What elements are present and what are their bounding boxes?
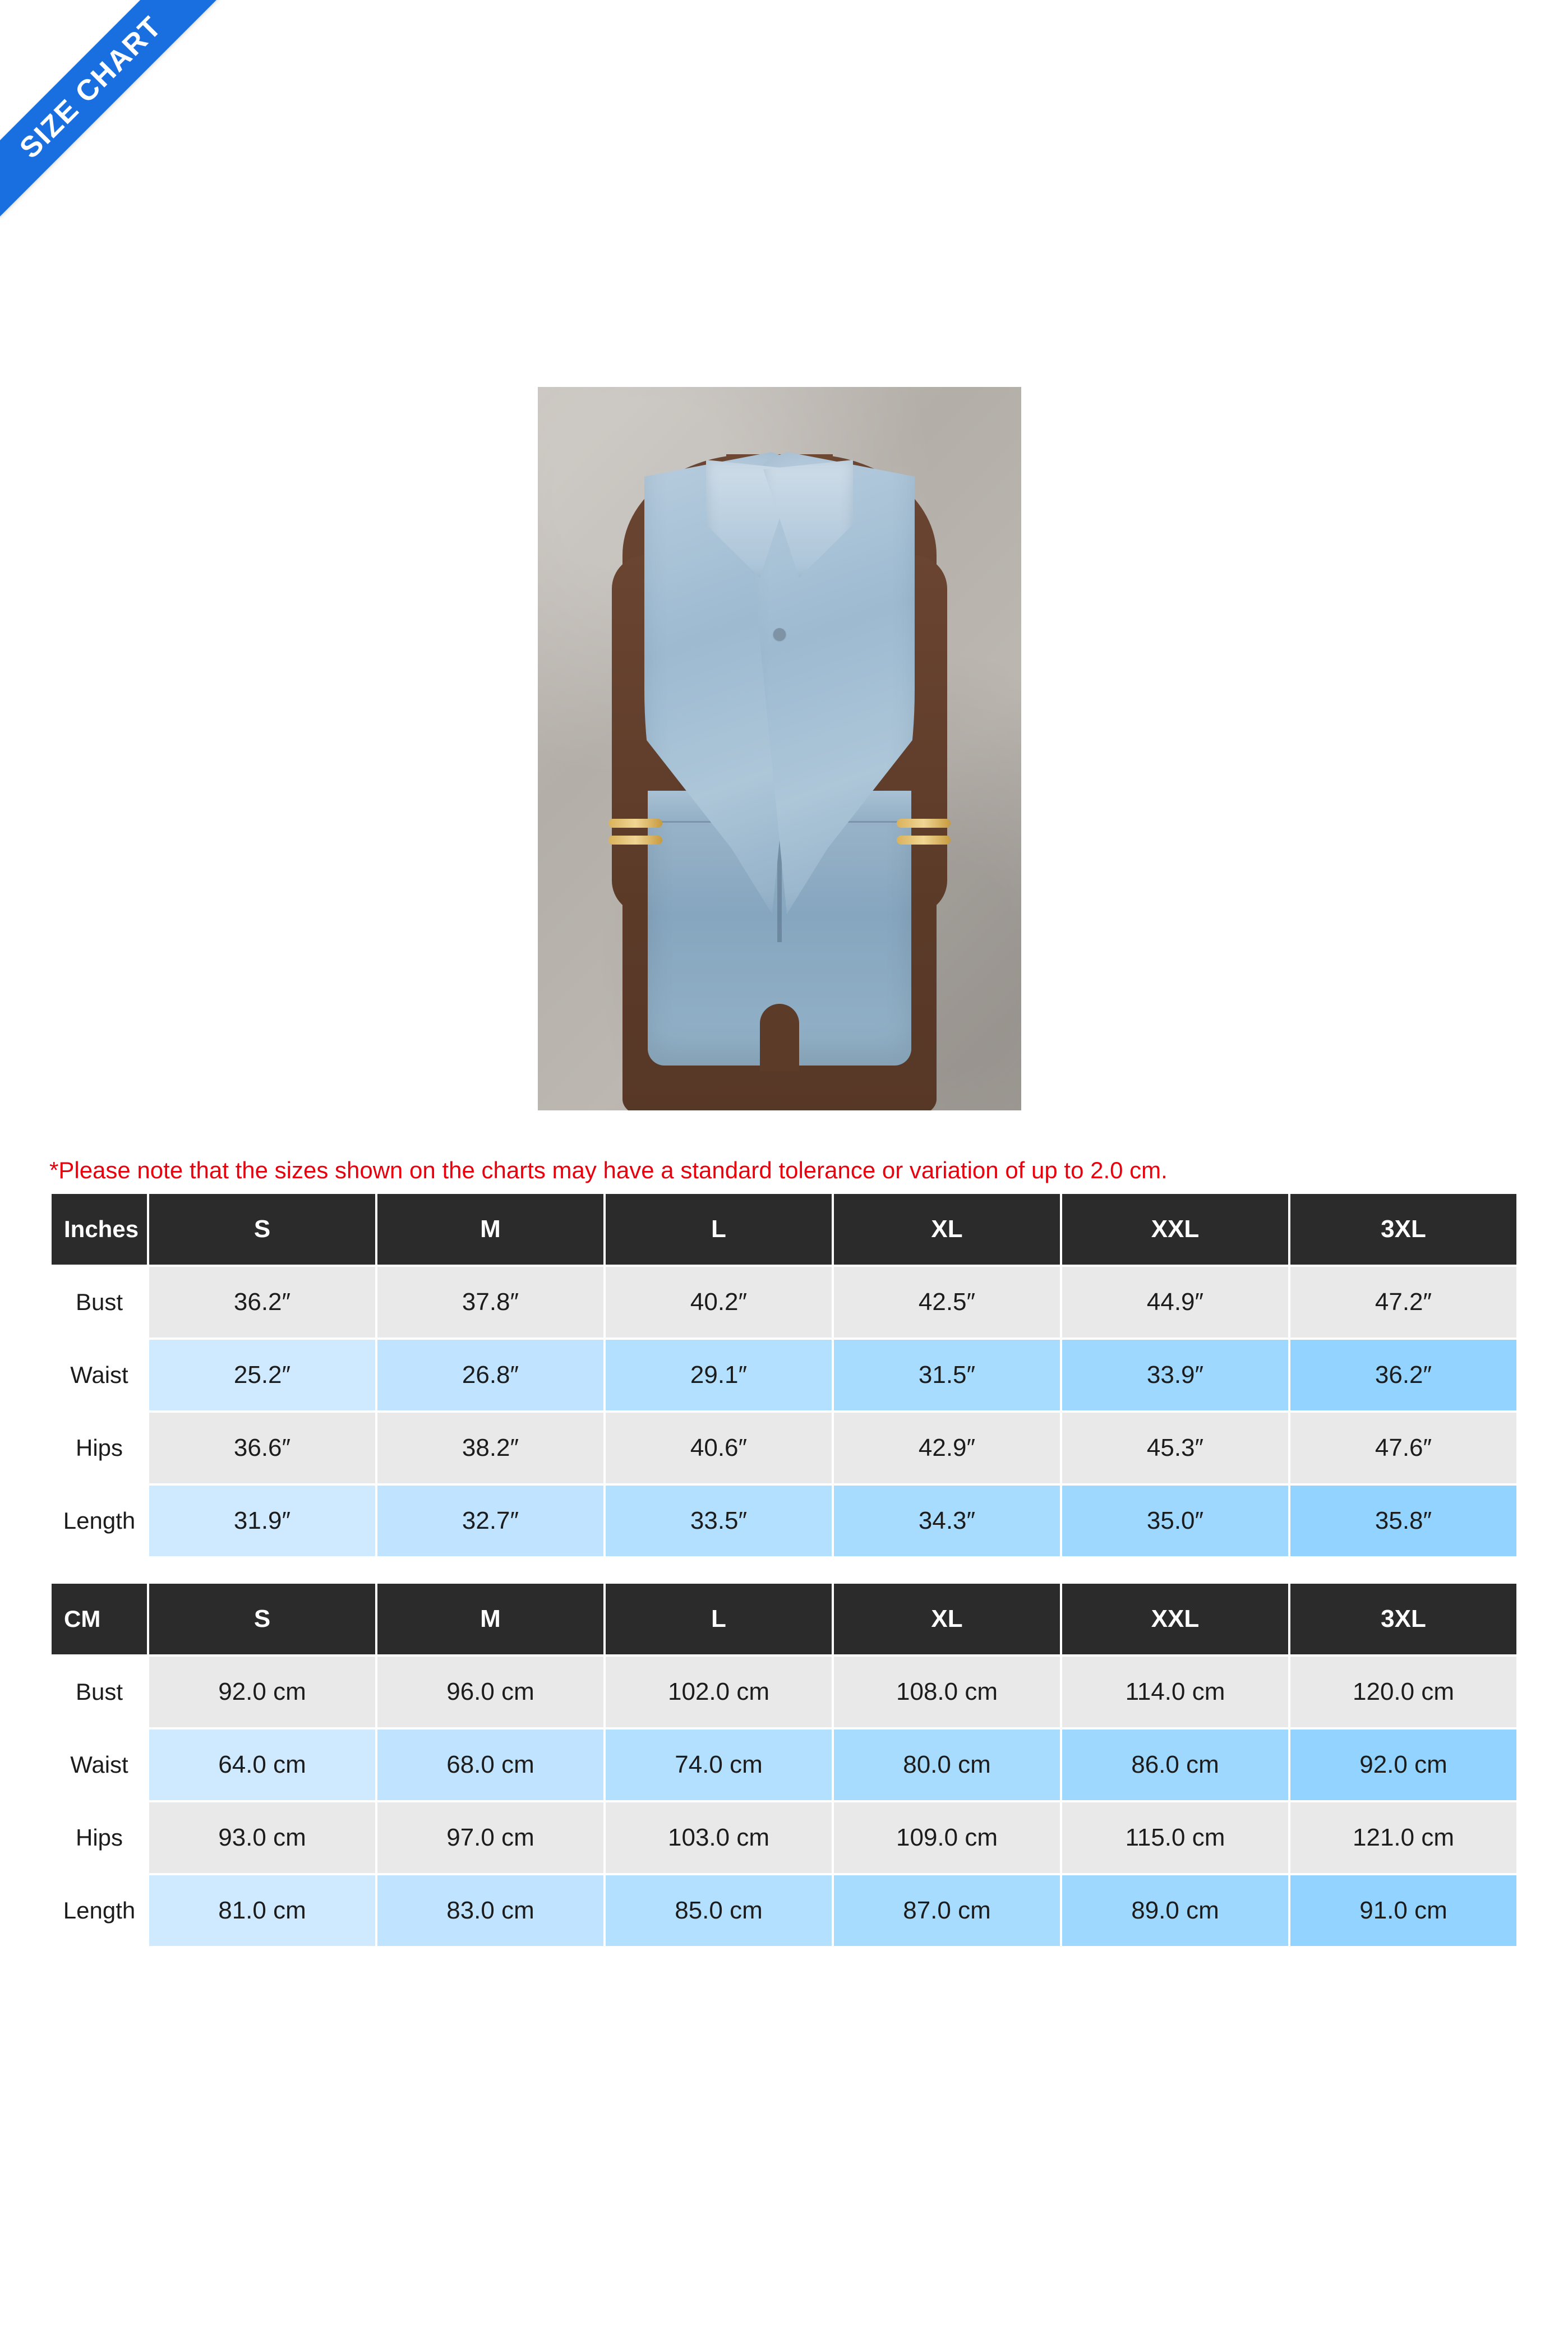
cell-bust-xxl: 44.9″ <box>1062 1267 1288 1338</box>
cell-hips-xl: 109.0 cm <box>834 1802 1060 1873</box>
col-header-l: L <box>606 1194 832 1265</box>
col-header-xl: XL <box>834 1584 1060 1654</box>
col-header-s: S <box>149 1584 375 1654</box>
cell-hips-s: 36.6″ <box>149 1413 375 1483</box>
table-header-row <box>52 1194 1516 1265</box>
unit-header-cm: CM <box>52 1584 147 1654</box>
cell-length-xxl: 89.0 cm <box>1062 1875 1288 1946</box>
cell-bust-l: 40.2″ <box>606 1267 832 1338</box>
cell-hips-3xl: 47.6″ <box>1290 1413 1516 1483</box>
cell-bust-s: 92.0 cm <box>149 1657 375 1727</box>
cell-bust-m: 96.0 cm <box>377 1657 603 1727</box>
col-header-xxl: XXL <box>1062 1194 1288 1265</box>
cell-length-xl: 34.3″ <box>834 1486 1060 1556</box>
size-table-cm <box>49 1581 1519 1948</box>
cell-length-l: 85.0 cm <box>606 1875 832 1946</box>
cell-hips-xxl: 115.0 cm <box>1062 1802 1288 1873</box>
col-header-3xl: 3XL <box>1290 1584 1516 1654</box>
cell-bust-xxl: 114.0 cm <box>1062 1657 1288 1727</box>
cell-length-3xl: 91.0 cm <box>1290 1875 1516 1946</box>
bracelet-right-second <box>897 836 951 845</box>
col-header-3xl: 3XL <box>1290 1194 1516 1265</box>
table-row <box>52 1486 1516 1556</box>
bracelet-left <box>608 819 662 828</box>
cell-waist-s: 64.0 cm <box>149 1730 375 1800</box>
col-header-s: S <box>149 1194 375 1265</box>
row-label-hips: Hips <box>52 1802 147 1873</box>
cell-waist-xl: 80.0 cm <box>834 1730 1060 1800</box>
cell-waist-3xl: 92.0 cm <box>1290 1730 1516 1800</box>
row-label-length: Length <box>52 1486 147 1556</box>
product-image <box>538 387 1021 1110</box>
shorts-leg-gap <box>760 1004 799 1071</box>
row-label-bust: Bust <box>52 1657 147 1727</box>
cell-hips-s: 93.0 cm <box>149 1802 375 1873</box>
cell-bust-s: 36.2″ <box>149 1267 375 1338</box>
cell-waist-xxl: 33.9″ <box>1062 1340 1288 1410</box>
cell-waist-3xl: 36.2″ <box>1290 1340 1516 1410</box>
cell-waist-xxl: 86.0 cm <box>1062 1730 1288 1800</box>
table-row <box>52 1267 1516 1338</box>
col-header-m: M <box>377 1194 603 1265</box>
cell-length-s: 81.0 cm <box>149 1875 375 1946</box>
cell-bust-l: 102.0 cm <box>606 1657 832 1727</box>
table-row <box>52 1657 1516 1727</box>
cell-waist-xl: 31.5″ <box>834 1340 1060 1410</box>
size-chart-ribbon-label: SIZE CHART <box>0 0 221 218</box>
row-label-hips: Hips <box>52 1413 147 1483</box>
row-label-waist: Waist <box>52 1340 147 1410</box>
cell-hips-m: 38.2″ <box>377 1413 603 1483</box>
cell-length-s: 31.9″ <box>149 1486 375 1556</box>
cell-hips-xl: 42.9″ <box>834 1413 1060 1483</box>
cell-length-xl: 87.0 cm <box>834 1875 1060 1946</box>
unit-header-inches: Inches <box>52 1194 147 1265</box>
table-row <box>52 1730 1516 1800</box>
bracelet-right <box>897 819 951 828</box>
table-row <box>52 1875 1516 1946</box>
cell-bust-3xl: 47.2″ <box>1290 1267 1516 1338</box>
size-chart-ribbon <box>0 0 236 236</box>
col-header-l: L <box>606 1584 832 1654</box>
cell-bust-xl: 108.0 cm <box>834 1657 1060 1727</box>
cell-bust-m: 37.8″ <box>377 1267 603 1338</box>
bracelet-left-second <box>608 836 662 845</box>
cell-waist-m: 26.8″ <box>377 1340 603 1410</box>
tolerance-note: *Please note that the sizes shown on the charts may have a standard tolerance or variation of up to 2.0 cm. <box>49 1157 1168 1183</box>
product-photo-backdrop <box>538 387 1021 1110</box>
vest-button-icon <box>773 628 786 640</box>
cell-length-m: 32.7″ <box>377 1486 603 1556</box>
cell-waist-m: 68.0 cm <box>377 1730 603 1800</box>
row-label-waist: Waist <box>52 1730 147 1800</box>
col-header-xxl: XXL <box>1062 1584 1288 1654</box>
cell-waist-l: 29.1″ <box>606 1340 832 1410</box>
col-header-xl: XL <box>834 1194 1060 1265</box>
cell-bust-xl: 42.5″ <box>834 1267 1060 1338</box>
cell-length-3xl: 35.8″ <box>1290 1486 1516 1556</box>
cell-bust-3xl: 120.0 cm <box>1290 1657 1516 1727</box>
table-row <box>52 1802 1516 1873</box>
cell-hips-l: 40.6″ <box>606 1413 832 1483</box>
row-label-length: Length <box>52 1875 147 1946</box>
cell-hips-xxl: 45.3″ <box>1062 1413 1288 1483</box>
cell-waist-s: 25.2″ <box>149 1340 375 1410</box>
cell-length-xxl: 35.0″ <box>1062 1486 1288 1556</box>
col-header-m: M <box>377 1584 603 1654</box>
cell-hips-l: 103.0 cm <box>606 1802 832 1873</box>
cell-hips-m: 97.0 cm <box>377 1802 603 1873</box>
table-row <box>52 1340 1516 1410</box>
row-label-bust: Bust <box>52 1267 147 1338</box>
cell-length-l: 33.5″ <box>606 1486 832 1556</box>
cell-waist-l: 74.0 cm <box>606 1730 832 1800</box>
cell-hips-3xl: 121.0 cm <box>1290 1802 1516 1873</box>
table-header-row <box>52 1584 1516 1654</box>
cell-length-m: 83.0 cm <box>377 1875 603 1946</box>
size-table-inches <box>49 1192 1519 1558</box>
table-row <box>52 1413 1516 1483</box>
